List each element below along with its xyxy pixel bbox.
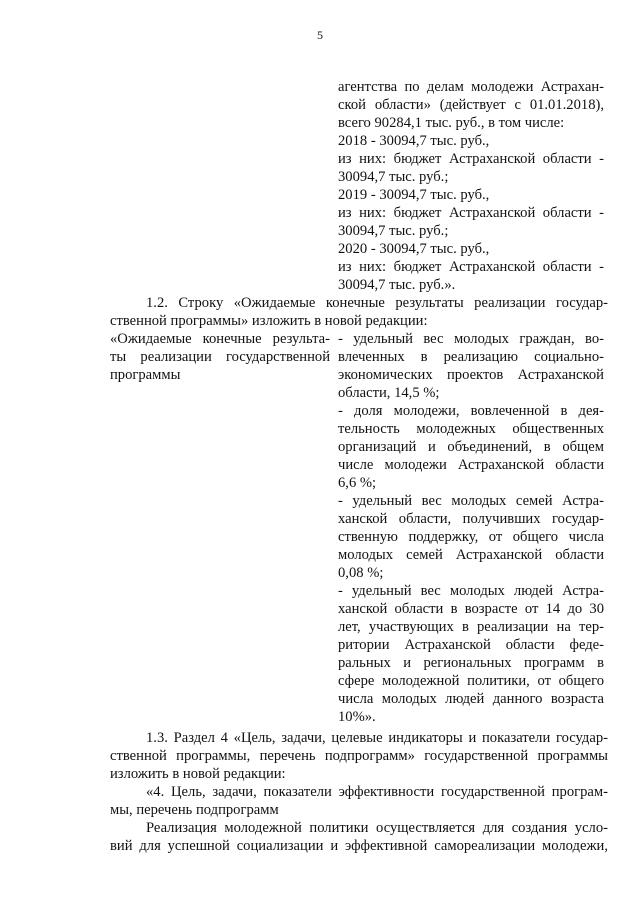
section-1-3-line: 1.3. Раздел 4 «Цель, задачи, целевые индикаторы и показатели государ- xyxy=(146,730,608,746)
section-1-3-line: ственной программы, перечень подпрограмм» государственной программы xyxy=(110,748,608,764)
right-cell-line: ральных и региональных программ в xyxy=(338,655,604,671)
right-cell-line: ственную поддержку, от общего числа xyxy=(338,529,604,545)
right-cell-line: ханской области, получивших государ- xyxy=(338,511,604,527)
section-1-3-line: изложить в новой редакции: xyxy=(110,766,286,782)
funding-line: всего 90284,1 тыс. руб., в том числе: xyxy=(338,115,565,131)
right-cell-line: ханской области в возрасте от 14 до 30 xyxy=(338,601,604,617)
page-number: 5 xyxy=(317,28,323,42)
funding-line: 30094,7 тыс. руб.; xyxy=(338,223,449,239)
funding-line: 30094,7 тыс. руб.; xyxy=(338,169,449,185)
section-4-heading-line: мы, перечень подпрограмм xyxy=(110,802,279,818)
right-cell-line: лет, участвующих в реализации на тер- xyxy=(338,619,604,635)
left-cell-line: программы xyxy=(110,367,181,383)
right-cell-line: сфере молодежной политики, от общего xyxy=(338,673,604,689)
right-cell-line: влеченных в реализацию социально- xyxy=(338,349,604,365)
funding-line: 2020 - 30094,7 тыс. руб., xyxy=(338,241,490,257)
funding-line: из них: бюджет Астраханской области - xyxy=(338,205,604,221)
funding-line: ской области» (действует с 01.01.2018), xyxy=(338,97,604,113)
right-cell-line: - доля молодежи, вовлеченной в дея- xyxy=(338,403,604,419)
right-cell-line: 10%». xyxy=(338,709,376,725)
right-cell-line: 0,08 %; xyxy=(338,565,384,581)
funding-line: из них: бюджет Астраханской области - xyxy=(338,151,604,167)
right-cell-line: экономических проектов Астраханской xyxy=(338,367,604,383)
right-cell-line: ритории Астраханской области феде- xyxy=(338,637,604,653)
section-4-heading-line: «4. Цель, задачи, показатели эффективности государственной програм- xyxy=(146,784,608,800)
body-paragraph-line: вий для успешной социализации и эффективной самореализации молодежи, xyxy=(110,838,608,854)
left-cell-line: «Ожидаемые конечные результа- xyxy=(110,331,330,347)
right-cell-line: числа молодых людей данного возраста xyxy=(338,691,604,707)
funding-line: 30094,7 тыс. руб.». xyxy=(338,277,456,293)
funding-line: агентства по делам молодежи Астрахан- xyxy=(338,79,604,95)
body-paragraph-line: Реализация молодежной политики осуществляется для создания усло- xyxy=(146,820,608,836)
section-1-2-line: ственной программы» изложить в новой редакции: xyxy=(110,313,428,329)
right-cell-line: организаций и объединений, в общем xyxy=(338,439,604,455)
right-cell-line: молодых семей Астраханской области xyxy=(338,547,604,563)
right-cell-line: - удельный вес молодых людей Астра- xyxy=(338,583,604,599)
right-cell-line: числе молодежи Астраханской области xyxy=(338,457,604,473)
funding-line: 2018 - 30094,7 тыс. руб., xyxy=(338,133,490,149)
right-cell-line: области, 14,5 %; xyxy=(338,385,440,401)
section-1-2-line: 1.2. Строку «Ожидаемые конечные результаты реализации государ- xyxy=(146,295,608,311)
right-cell-line: 6,6 %; xyxy=(338,475,377,491)
right-cell-line: - удельный вес молодых семей Астра- xyxy=(338,493,604,509)
funding-line: 2019 - 30094,7 тыс. руб., xyxy=(338,187,490,203)
funding-line: из них: бюджет Астраханской области - xyxy=(338,259,604,275)
right-cell-line: тельность молодежных общественных xyxy=(338,421,604,437)
right-cell-line: - удельный вес молодых граждан, во- xyxy=(338,331,604,347)
left-cell-line: ты реализации государственной xyxy=(110,349,330,365)
